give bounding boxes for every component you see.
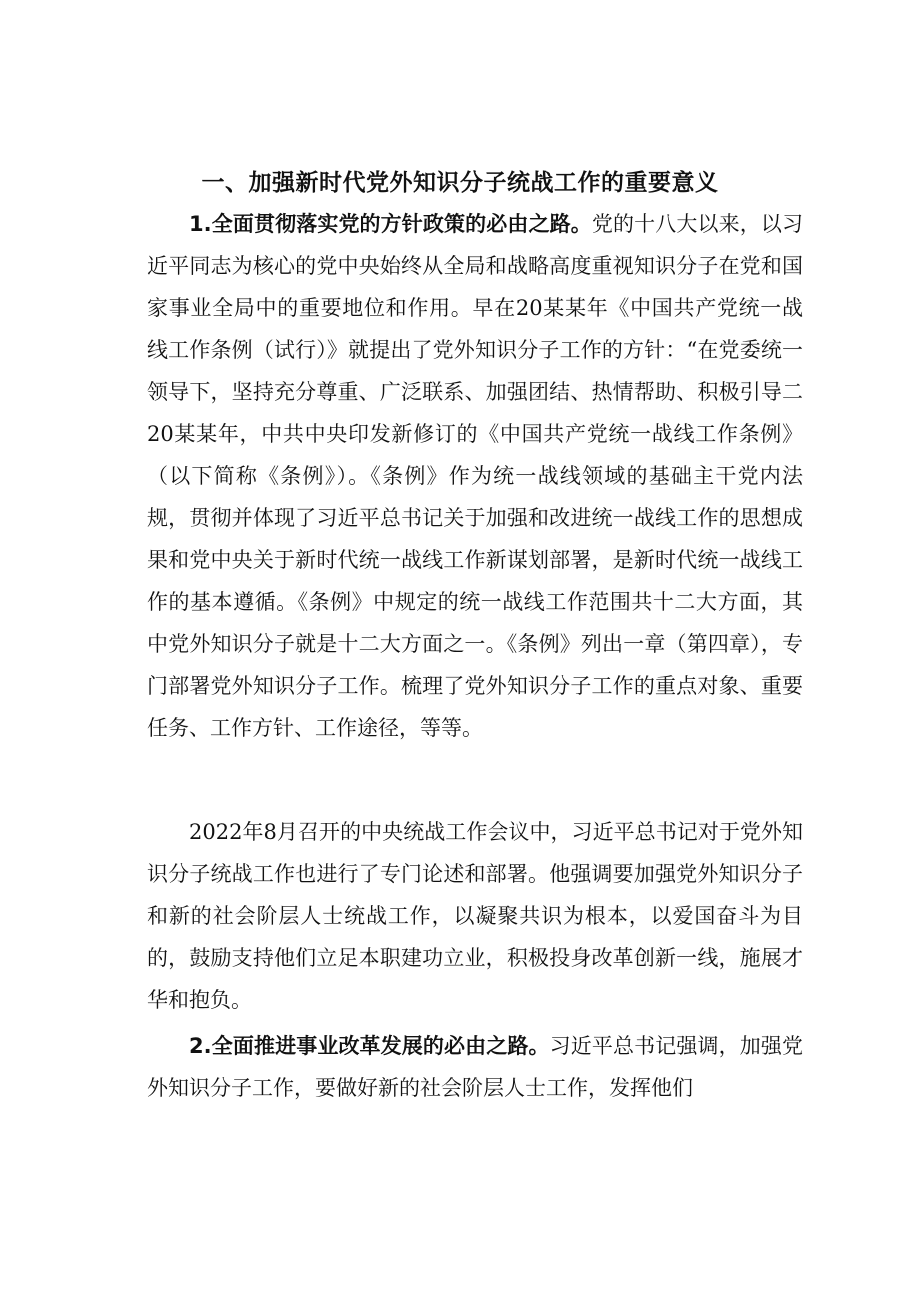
paragraph-1	[147, 203, 803, 749]
paragraph-2-text: 2022年8月召开的中央统战工作会议中，习近平总书记对于党外知识分子统战工作也进行了专门论述和部署。他强调要加强党外知识分子和新的社会阶层人士统战工作，以凝聚共识为根本，以爱国奋斗为目的，鼓励支持他们立足本职建功立业，积极投身改革创新一线，施展才华和抱负。	[147, 820, 803, 1012]
section-heading: 一、加强新时代党外知识分子统战工作的重要意义	[201, 170, 719, 196]
paragraph-3-lead: 2.全面推进事业改革发展的必由之路。	[189, 1034, 550, 1058]
paragraph-1-lead: 1.全面贯彻落实党的方针政策的必由之路。	[189, 212, 592, 236]
paragraph-3	[147, 1025, 803, 1109]
paragraph-3-text: 习近平总书记强调，加强党外知识分子工作，要做好新的社会阶层人士工作，发挥他们	[147, 1034, 803, 1100]
paragraph-2	[147, 811, 803, 1021]
paragraph-1-text: 党的十八大以来，以习近平同志为核心的党中央始终从全局和战略高度重视知识分子在党和国家事业全局中的重要地位和作用。早在20某某年《中国共产党统一战线工作条例（试行）》就提出了党外知识分子工作的方针：“在党委统一领导下，坚持充分尊重、广泛联系、加强团结、热情帮助、积极引导二20某某年，中共中央印发新修订的《中国共产党统一战线工作条例》（以下简称《条例》）。《条例》作为统一战线领域的基础主干党内法规，贯彻并体现了习近平总书记关于加强和改进统一战线工作的思想成果和党中央关于新时代统一战线工作新谋划部署，是新时代统一战线工作的基本遵循。《条例》中规定的统一战线工作范围共十二大方面，其中党外知识分子就是十二大方面之一。《条例》列出一章（第四章），专门部署党外知识分子工作。梳理了党外知识分子工作的重点对象、重要任务、工作方针、工作途径，等等。	[147, 212, 804, 740]
